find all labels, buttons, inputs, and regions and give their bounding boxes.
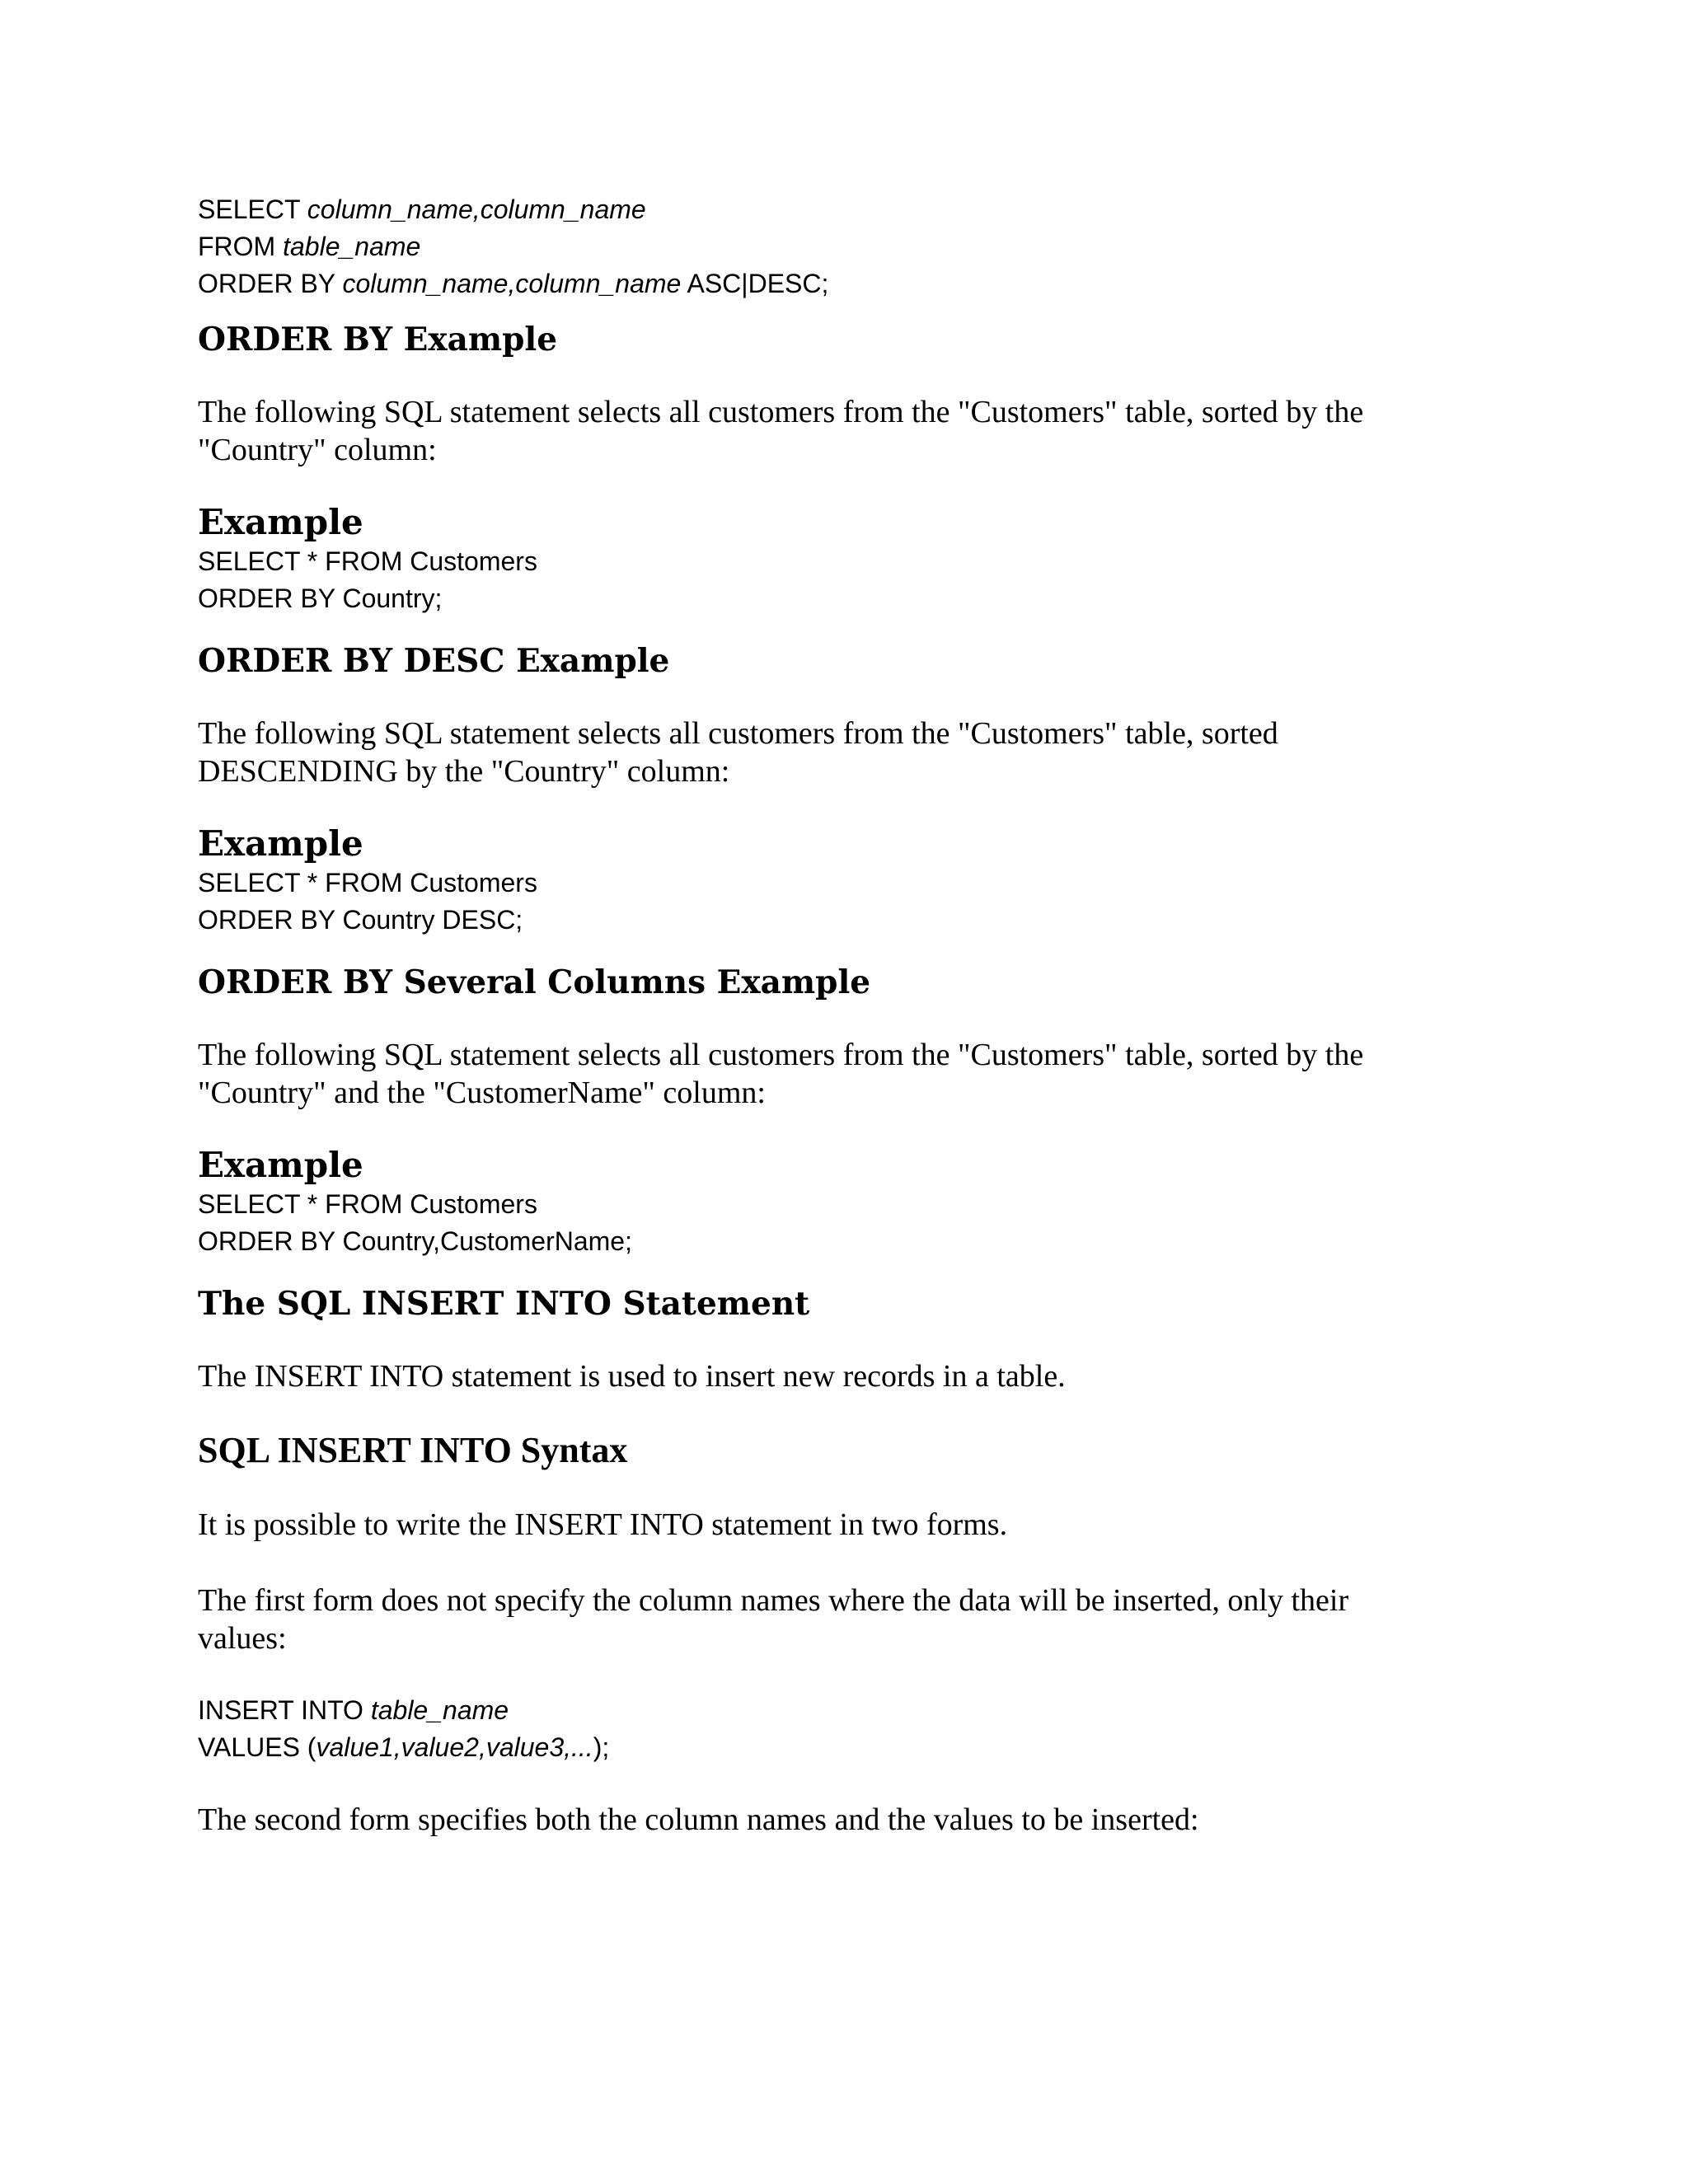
- section-paragraph: [198, 393, 1517, 469]
- section-paragraph: It is possible to write the INSERT INTO statement in two forms.: [198, 1507, 1008, 1542]
- code-line: ORDER BY Country,CustomerName;: [198, 1226, 632, 1256]
- section-paragraph: [198, 1582, 1517, 1657]
- paragraph-line: "Country" column:: [198, 433, 437, 467]
- section-heading: ORDER BY Several Columns Example: [198, 963, 871, 1001]
- example-code-block: [198, 543, 1517, 617]
- section-paragraph: [198, 715, 1517, 790]
- code-line: FROM table_name: [198, 232, 421, 261]
- syntax-code-block: [198, 191, 1517, 302]
- code-line: SELECT * FROM Customers: [198, 1189, 537, 1219]
- example-code-block: [198, 1186, 1517, 1260]
- paragraph-line: The first form does not specify the column names where the data will be inserted, only their: [198, 1583, 1349, 1618]
- section-paragraph: [198, 1036, 1517, 1112]
- paragraph-line: values:: [198, 1621, 287, 1656]
- document-page: [198, 191, 1517, 1839]
- section-heading: SQL INSERT INTO Syntax: [198, 1430, 628, 1470]
- code-line: VALUES (value1,value2,value3,...);: [198, 1732, 610, 1762]
- code-line: ORDER BY Country;: [198, 583, 443, 613]
- paragraph-line: "Country" and the "CustomerName" column:: [198, 1076, 766, 1110]
- paragraph-line: The following SQL statement selects all customers from the "Customers" table, sorted: [198, 716, 1278, 751]
- syntax-code-block: [198, 1692, 1517, 1766]
- example-label: Example: [198, 1145, 363, 1185]
- code-line: ORDER BY column_name,column_name ASC|DESC;: [198, 269, 829, 298]
- paragraph-line: The following SQL statement selects all customers from the "Customers" table, sorted by the: [198, 1038, 1364, 1072]
- section-heading: ORDER BY DESC Example: [198, 642, 670, 680]
- paragraph-line: The following SQL statement selects all customers from the "Customers" table, sorted by the: [198, 395, 1364, 429]
- section-paragraph: The INSERT INTO statement is used to insert new records in a table.: [198, 1359, 1066, 1394]
- code-line: ORDER BY Country DESC;: [198, 905, 523, 935]
- paragraph-line: DESCENDING by the "Country" column:: [198, 754, 730, 789]
- section-heading: The SQL INSERT INTO Statement: [198, 1285, 810, 1323]
- example-code-block: [198, 865, 1517, 939]
- section-heading: ORDER BY Example: [198, 321, 558, 359]
- code-line: INSERT INTO table_name: [198, 1695, 509, 1725]
- example-label: Example: [198, 823, 363, 864]
- code-line: SELECT column_name,column_name: [198, 194, 646, 224]
- code-line: SELECT * FROM Customers: [198, 546, 537, 576]
- code-line: SELECT * FROM Customers: [198, 868, 537, 898]
- example-label: Example: [198, 502, 363, 542]
- section-paragraph: The second form specifies both the column names and the values to be inserted:: [198, 1802, 1199, 1837]
